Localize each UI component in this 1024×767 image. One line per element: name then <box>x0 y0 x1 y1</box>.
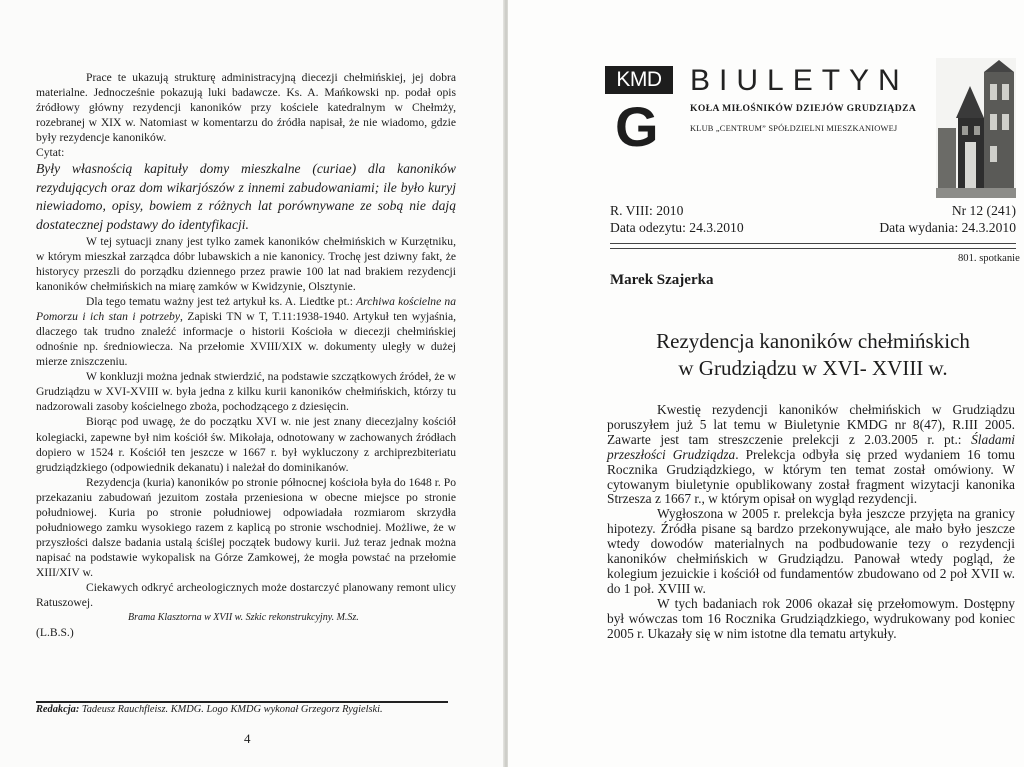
article-paragraph-2: Wygłoszona w 2005 r. prelekcja była jeszcze przyjęta na granicy hipotezy. Źródła pisane są bardzo przekonywujące, ale mało było jeszcze wtedy dowodów materialnych na podbudowanie tezy o rezydencji kanoników chełmińskich w Grudziądzu. Panował wtedy pogląd, że kolegium jezuickie i kościół od fundamentów zbudowano od 2 poł XVII w. do 1 poł. XVIII w. <box>607 506 1015 596</box>
logo-kmd-text: KMD <box>605 66 673 94</box>
author-name: Marek Szajerka <box>610 272 714 288</box>
masthead-title: BIULETYN <box>690 64 909 97</box>
left-page-text <box>36 70 456 640</box>
article-paragraph-3: W tych badaniach rok 2006 okazał się przełomowym. Dostępny był wówczas tom 16 Rocznika Grudziądzkiego, wydrukowany pod koniec 2005 r. Ukazały się w nim istotne dla tematu artykuły. <box>607 595 1015 641</box>
liedtke-article-title: Archiwa kościelne na Pomorzu i ich stan i potrzeby <box>36 295 456 324</box>
left-paragraph-3-after: , Zapiski TN w T, T.11:1938-1940. Artykuł ten wyjaśnia, dlaczego tak trudno znaleźć informacje o historii Kościoła w diecezji chełmińskiej odnośnie np. średniowiecza. Na przełomie XVIII/XIX w. dokumenty uległy w dużej mierze zniszczeniu. <box>36 310 456 369</box>
meeting-number: 801. spotkanie <box>958 253 1020 264</box>
left-paragraph-2: W tej sytuacji znany jest tylko zamek kanoników chełmińskich w Kurzętniku, w którym mieszkał zarządca dóbr lubawskich a nie kanonicy. Trochę jest dziwny fakt, że historycy przeszli do porządku dziennego przez prawie 100 lat nad brakiem rezydencji kanoników chełmińskich na miarę zamków w Kwidzynie, Olsztynie. <box>36 234 456 294</box>
signature: (L.B.S.) <box>36 626 74 640</box>
issue-number: Nr 12 (241) <box>951 203 1016 218</box>
left-paragraph-1: Prace te ukazują strukturę administracyjną diecezji chełmińskiej, jej dobra materialne. Jednocześnie pokazują luki badawcze. Ks. A. Mańkowski np. podał opis źródłowy główny rezydencji kanoników przy kościele katedralnym w Chełmży, rozebranej w XIX w. Natomiast w komentarzu do źródła napisał, że nie wiadomo, gdzie były rezydencje kanoników. <box>36 71 456 145</box>
left-paragraph-3-before: Dla tego tematu ważny jest też artykuł ks. A. Liedtke pt.: <box>86 295 357 309</box>
editorial-credits <box>36 704 466 715</box>
credits-text: Tadeusz Rauchfleisz. KMDG. Logo KMDG wykonał Grzegorz Rygielski. <box>79 704 383 715</box>
gate-tower-photo <box>936 58 1016 198</box>
left-paragraph-5: Biorąc pod uwagę, że do początku XVI w. nie jest znany diecezjalny kościół kolegiacki, zapewne był nim kościół św. Mikołaja, odnotowany w zachowanych źródłach dopiero w 1524 r. Kościół ten jeszcze w 1667 r. był wykluczony z archiprezbiteriatu grudziądzkiego (odpowiednik dekanatu) i należał do dominikanów. <box>36 415 456 474</box>
article-paragraph-1-after: . Prelekcja odbyła się przed wydaniem 16 tomu Rocznika Grudziądzkiego, w którym ten temat został omówiony. W cytowanym biuletynie opublikowany został fragment wizytacji kanonika Strzesza z 1667 r., w którym opisał on wygląd rezydencji. <box>607 446 1015 507</box>
left-paragraph-6: Rezydencja (kuria) kanoników po stronie północnej kościoła była do 1648 r. Po przekazaniu zabudowań jezuitom została przeniesiona w obecne miejsce po stronie południowej. Kuria po stronie południowej odpowiadała rozmiarom skrzydła południowego zamku wysokiego razem z kaplicą po stronie wschodniej. Możliwe, że w przyszłości dalsze badania ustalą ściślej początek budowy kurii. Już teraz jednak można napisać na podstawie wykopalisk na Górze Zamkowej, że mogła powstać na przełomie XIII/XIV w. <box>36 475 456 579</box>
left-paragraph-4: W konkluzji można jednak stwierdzić, na podstawie szczątkowych źródeł, że w Grudziądzu w XVI-XVIII w. była jedna z kilku kurii kanoników chełmińskich, którzy tu nadzorowali zasoby kościelnego zboża, pochodzącego z dziesięcin. <box>36 370 456 414</box>
credits-label: Redakcja: <box>36 704 80 715</box>
left-paragraph-7: Ciekawych odkryć archeologicznych może dostarczyć planowany remont ulicy Ratuszowej. <box>36 580 456 610</box>
credits-divider <box>36 701 448 703</box>
article-paragraph-1-before: Kwestię rezydencji kanoników chełmińskich w Grudziądzu poruszyłem już 5 lat temu w Biuletynie KMDG nr 8(47), R.III 2005. Zawarte jest tam streszczenie prelekcji z 2.03.2005 r. pt.: <box>607 402 1015 447</box>
publication-date: Data wydania: 24.3.2010 <box>879 220 1016 235</box>
lecture-title: Śladami przeszłości Grudziądza <box>607 431 1015 462</box>
logo-g-letter: G <box>615 95 659 158</box>
lecture-date: Data odezytu: 24.3.2010 <box>610 220 744 235</box>
quote: Były własnością kapituły domy mieszkalne (curiae) dla kanoników rezydujących oraz dom wikarjószów z innemi zabudowaniami; ile było kuryj niewiadomo, opisy, bowiem z różnych lat porównywane ze sobą nie dają dostatecznej podstawy do identyfikacji. <box>36 161 456 232</box>
image-caption: Brama Klasztorna w XVII w. Szkic rekonstrukcyjny. M.Sz. <box>128 612 359 624</box>
article-title <box>610 328 1016 382</box>
page-number: 4 <box>244 731 251 746</box>
cytat-label: Cytat: <box>36 146 65 160</box>
article-title-line-1: Rezydencja kanoników chełmińskich <box>656 329 970 353</box>
masthead-subtitle: KOŁA MIŁOŚNIKÓW DZIEJÓW GRUDZIĄDZA <box>690 103 917 114</box>
year-info: R. VIII: 2010 <box>610 203 684 218</box>
article-paragraph-1 <box>607 403 1015 507</box>
left-paragraph-3 <box>36 294 456 369</box>
kmdg-logo <box>605 66 673 158</box>
article-body <box>607 403 1015 642</box>
article-title-line-2: w Grudziądzu w XVI- XVIII w. <box>678 356 948 380</box>
header-double-rule <box>610 243 1016 249</box>
masthead-club: KLUB „CENTRUM” SPÓŁDZIELNI MIESZKANIOWEJ <box>690 124 898 133</box>
